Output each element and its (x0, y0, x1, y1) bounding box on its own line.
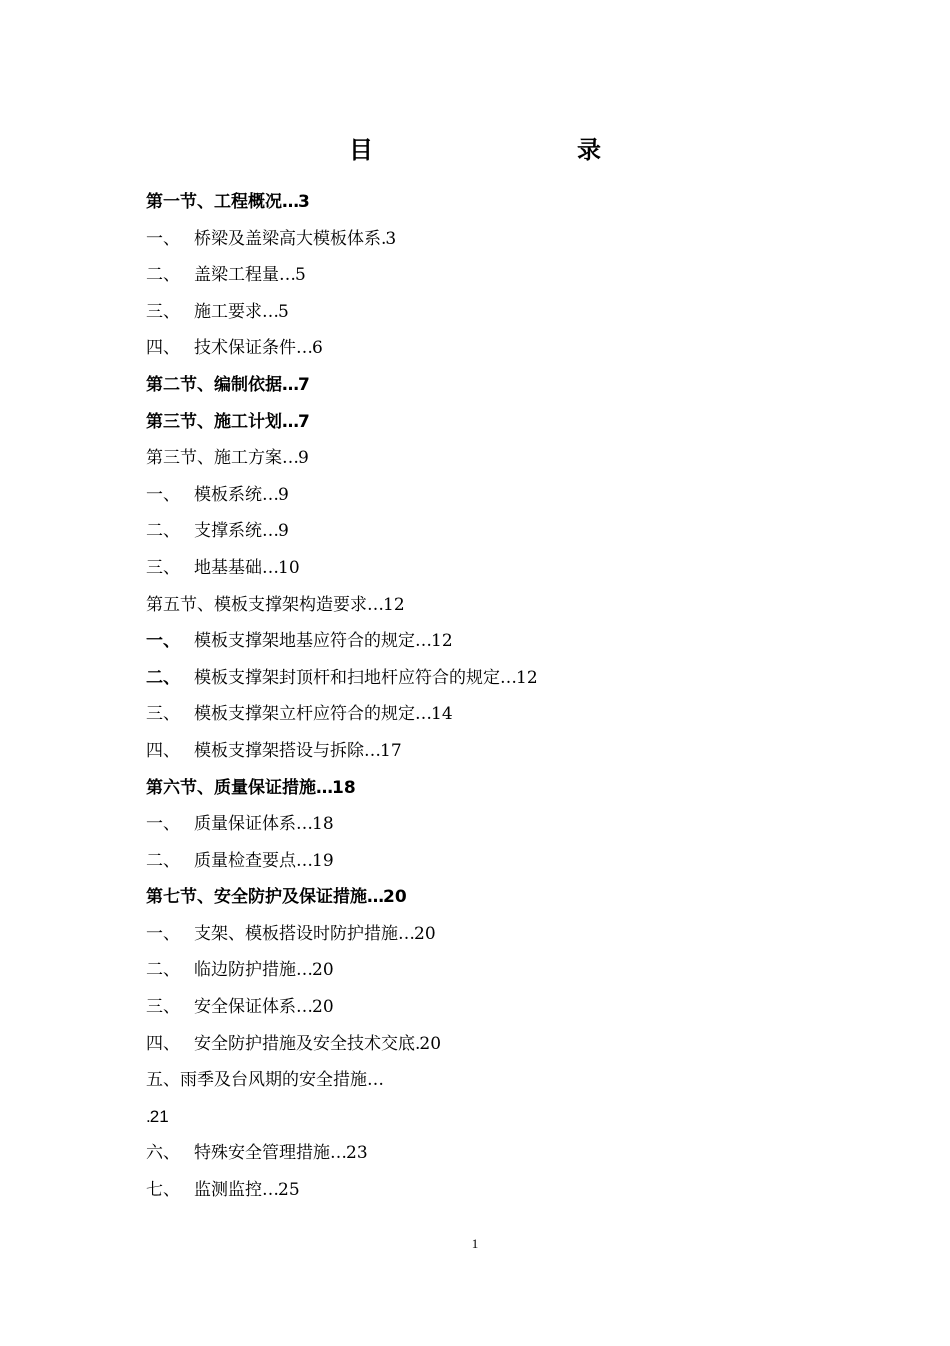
toc-entry-title: 第二节、编制依据 (146, 374, 282, 395)
toc-leader-dots: … (398, 923, 414, 944)
toc-entry-title: 盖梁工程量 (194, 265, 279, 286)
toc-entry (146, 916, 846, 953)
toc-entry-page: 7 (298, 411, 310, 432)
toc-leader-dots: … (367, 1070, 383, 1091)
toc-entry-title: 支撑系统 (194, 521, 262, 542)
toc-entry-title: 第一节、工程概况 (146, 192, 282, 212)
toc-entry (146, 404, 846, 441)
toc-entry (146, 367, 846, 404)
toc-leader-dots: … (367, 887, 383, 908)
toc-entry-page: 7 (298, 374, 310, 395)
toc-entry-page: 19 (312, 850, 334, 871)
toc-entry-number: 一、 (146, 484, 180, 505)
table-of-contents (146, 184, 846, 1209)
toc-leader-dots: … (282, 448, 298, 469)
toc-leader-dots: … (296, 338, 312, 359)
toc-entry-title: 质量保证体系 (194, 814, 296, 835)
page-number: 1 (471, 1236, 479, 1251)
toc-entry-number: 三、 (146, 301, 180, 322)
toc-entry-page: 18 (332, 777, 356, 798)
toc-leader-dots: … (296, 814, 312, 835)
toc-leader-dots: … (296, 997, 312, 1018)
toc-entry-number: 二、 (146, 265, 180, 286)
toc-entry-page: 18 (312, 814, 334, 835)
toc-entry-number: 三、 (146, 557, 180, 578)
toc-entry-title: 模板支撑架封顶杆和扫地杆应符合的规定 (194, 667, 500, 688)
toc-leader-dots: … (296, 960, 312, 981)
toc-entry (146, 879, 846, 916)
toc-leader-dots: … (316, 777, 332, 798)
toc-leader-dots: … (279, 265, 295, 286)
toc-leader-dots: … (262, 1180, 278, 1201)
page-title: 目 录 (349, 136, 653, 164)
toc-leader-dots: … (282, 192, 298, 212)
toc-leader-dots: … (415, 704, 431, 725)
toc-entry-page: 20 (312, 997, 334, 1018)
toc-leader-dots: … (262, 521, 278, 542)
toc-entry-number: 七、 (146, 1180, 180, 1201)
toc-entry (146, 989, 846, 1026)
toc-entry-number: 六、 (146, 1143, 180, 1164)
toc-entry-title: 第三节、施工计划 (146, 411, 282, 432)
toc-leader-dots: … (296, 850, 312, 871)
toc-entry-page: 14 (431, 704, 453, 725)
toc-entry (146, 440, 846, 477)
toc-entry (146, 294, 846, 331)
toc-entry-number: 三、 (146, 704, 180, 725)
toc-leader-dots: … (282, 374, 298, 395)
toc-leader-dots: … (262, 557, 278, 578)
toc-entry-number: 一、 (146, 923, 180, 944)
toc-entry-title: 五、雨季及台风期的安全措施 (146, 1070, 367, 1091)
toc-entry-number: 二、 (146, 521, 180, 542)
toc-entry-page: 20 (414, 923, 436, 944)
toc-entry-page: 3 (298, 192, 310, 212)
toc-entry-title: 技术保证条件 (194, 338, 296, 359)
toc-entry (146, 1062, 846, 1099)
toc-entry (146, 587, 846, 624)
toc-entry-title: 第六节、质量保证措施 (146, 777, 316, 798)
toc-entry (146, 1099, 846, 1136)
toc-entry-title: 支架、模板搭设时防护措施 (194, 923, 398, 944)
toc-entry (146, 806, 846, 843)
toc-leader-dots: … (364, 740, 380, 761)
toc-entry-page: 6 (312, 338, 323, 359)
toc-entry-title: 地基基础 (194, 557, 262, 578)
toc-leader-dots: … (500, 667, 516, 688)
toc-entry (146, 1135, 846, 1172)
toc-leader-dots: … (415, 631, 431, 652)
toc-entry (146, 770, 846, 807)
toc-entry (146, 843, 846, 880)
toc-entry-title: 第三节、施工方案 (146, 448, 282, 469)
toc-entry-title: 施工要求 (194, 301, 262, 322)
toc-entry-page: 23 (346, 1143, 368, 1164)
toc-entry-number: 三、 (146, 997, 180, 1018)
toc-entry-title: 模板支撑架搭设与拆除 (194, 740, 364, 761)
toc-entry (146, 952, 846, 989)
toc-entry (146, 477, 846, 514)
toc-entry-number: 四、 (146, 338, 180, 359)
toc-entry-page: 5 (278, 301, 289, 322)
toc-entry-page: 21 (149, 1106, 169, 1126)
toc-entry-number: 二、 (146, 850, 180, 871)
toc-entry-page: 12 (383, 594, 405, 615)
toc-entry (146, 513, 846, 550)
toc-leader-dots: … (282, 411, 298, 432)
toc-entry-number: 四、 (146, 1033, 180, 1054)
toc-leader-dots: . (146, 1106, 150, 1126)
toc-leader-dots: … (262, 484, 278, 505)
toc-entry-title: 监测监控 (194, 1180, 262, 1201)
toc-entry-page: 5 (295, 265, 306, 286)
toc-entry-page: 17 (380, 740, 402, 761)
toc-entry-number: 二、 (146, 960, 180, 981)
toc-entry-title: 第七节、安全防护及保证措施 (146, 887, 367, 908)
toc-entry-title: 特殊安全管理措施 (194, 1143, 330, 1164)
toc-entry (146, 257, 846, 294)
toc-entry (146, 184, 846, 221)
toc-entry-title: 质量检查要点 (194, 850, 296, 871)
toc-entry-title: 临边防护措施 (194, 960, 296, 981)
toc-entry-page: 12 (431, 631, 453, 652)
toc-entry-number: 二、 (146, 667, 180, 688)
toc-entry (146, 733, 846, 770)
toc-entry-title: 模板支撑架立杆应符合的规定 (194, 704, 415, 725)
toc-leader-dots: … (262, 301, 278, 322)
toc-leader-dots: . (381, 228, 386, 249)
toc-entry-page: 9 (298, 448, 309, 469)
toc-leader-dots: … (367, 594, 383, 615)
toc-entry (146, 1026, 846, 1063)
toc-entry-page: 20 (419, 1033, 442, 1054)
toc-entry (146, 550, 846, 587)
toc-entry-page: 25 (278, 1180, 300, 1201)
toc-entry-title: 安全保证体系 (194, 997, 296, 1018)
toc-entry-number: 一、 (146, 631, 180, 652)
toc-entry-title: 桥梁及盖梁高大模板体系 (194, 228, 381, 249)
toc-leader-dots: . (415, 1033, 420, 1054)
toc-entry-page: 9 (278, 484, 289, 505)
toc-entry-title: 安全防护措施及安全技术交底 (194, 1033, 415, 1054)
toc-entry-page: 20 (383, 887, 407, 908)
toc-entry (146, 221, 846, 258)
toc-entry-number: 一、 (146, 228, 180, 249)
toc-entry-page: 9 (278, 521, 289, 542)
toc-entry-page: 12 (516, 667, 538, 688)
toc-entry (146, 660, 846, 697)
toc-entry (146, 696, 846, 733)
toc-entry-title: 第五节、模板支撑架构造要求 (146, 594, 367, 615)
toc-entry-page: 20 (312, 960, 334, 981)
toc-leader-dots: … (330, 1143, 346, 1164)
toc-entry-title: 模板支撑架地基应符合的规定 (194, 631, 415, 652)
toc-entry-number: 四、 (146, 740, 180, 761)
toc-entry-title: 模板系统 (194, 484, 262, 505)
toc-entry (146, 623, 846, 660)
toc-entry-page: 10 (278, 557, 300, 578)
toc-entry-page: 3 (385, 228, 397, 249)
toc-entry-number: 一、 (146, 814, 180, 835)
toc-entry (146, 330, 846, 367)
toc-entry (146, 1172, 846, 1209)
